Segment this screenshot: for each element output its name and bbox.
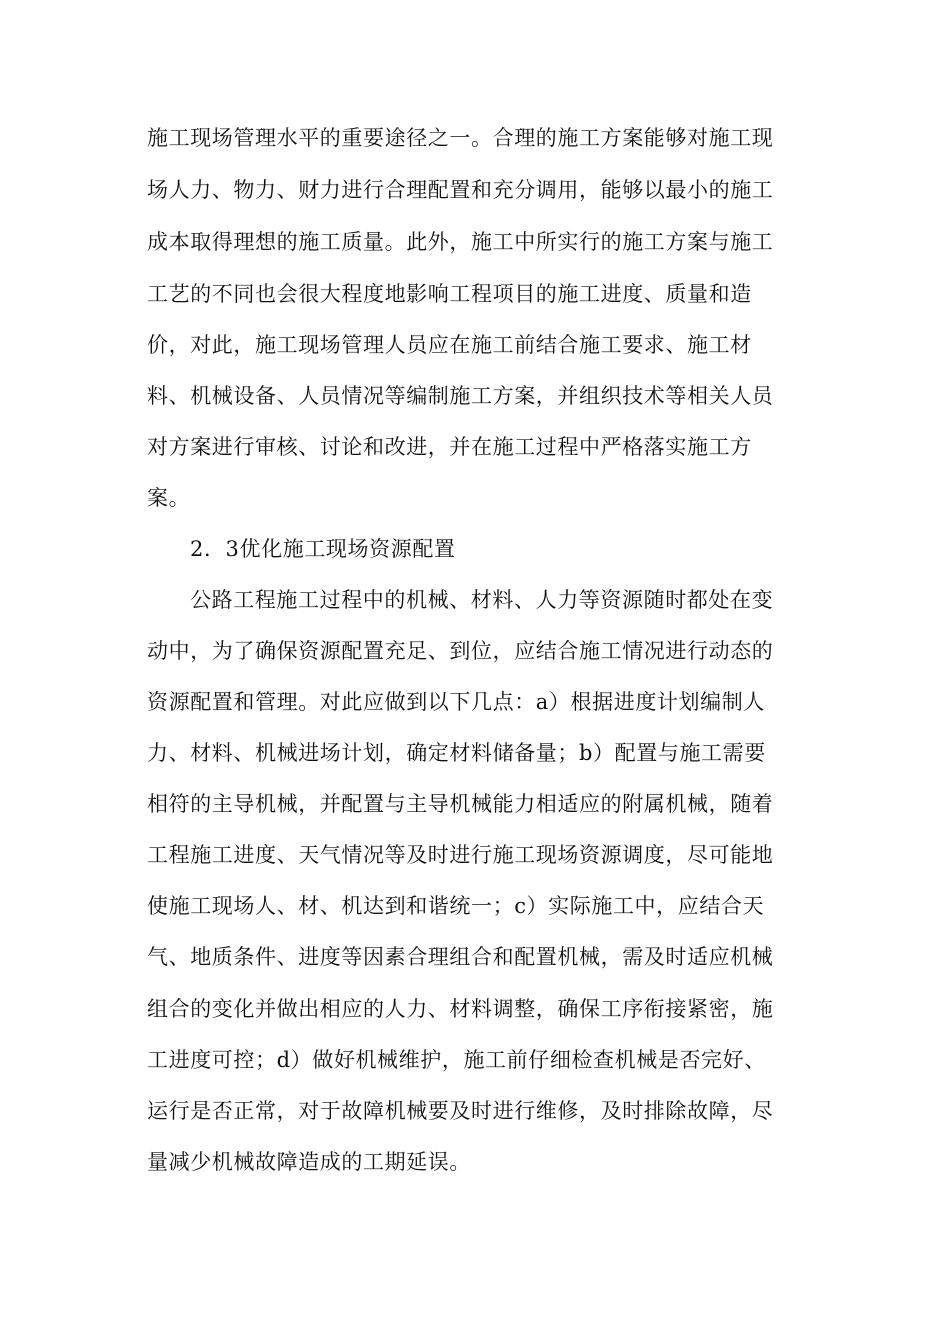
paragraph-1-line-4: 工艺的不同也会很大程度地影响工程项目的施工进度、质量和造	[147, 282, 752, 306]
paragraph-1-line-8: 案。	[147, 486, 191, 510]
paragraph-2-line-7: 使施工现场人、材、机达到和谐统一；c）实际施工中，应结合天	[147, 894, 765, 918]
paragraph-1-line-7: 对方案进行审核、讨论和改进，并在施工过程中严格落实施工方	[147, 435, 752, 459]
paragraph-1-line-1: 施工现场管理水平的重要途径之一。合理的施工方案能够对施工现	[147, 126, 774, 150]
paragraph-2-line-10: 工进度可控；d）做好机械维护，施工前仔细检查机械是否完好、	[147, 1048, 766, 1072]
paragraph-1-line-5: 价，对此，施工现场管理人员应在施工前结合施工要求、施工材	[147, 333, 752, 357]
paragraph-1-line-3: 成本取得理想的施工质量。此外，施工中所实行的施工方案与施工	[147, 230, 774, 254]
paragraph-2-line-3: 资源配置和管理。对此应做到以下几点：a）根据进度计划编制人	[147, 690, 765, 714]
paragraph-2-line-9: 组合的变化并做出相应的人力、材料调整，确保工序衔接紧密，施	[147, 997, 774, 1021]
paragraph-2-line-12: 量减少机械故障造成的工期延误。	[147, 1150, 471, 1174]
paragraph-2-line-1: 公路工程施工过程中的机械、材料、人力等资源随时都处在变	[190, 588, 774, 612]
paragraph-2-line-8: 气、地质条件、进度等因素合理组合和配置机械，需及时适应机械	[147, 945, 774, 969]
paragraph-2-line-6: 工程施工进度、天气情况等及时进行施工现场资源调度，尽可能地	[147, 843, 774, 867]
paragraph-2-line-5: 相符的主导机械，并配置与主导机械能力相适应的附属机械，随着	[147, 792, 774, 816]
section-heading: 2．3优化施工现场资源配置	[190, 537, 456, 561]
paragraph-2-line-2: 动中，为了确保资源配置充足、到位，应结合施工情况进行动态的	[147, 639, 774, 663]
paragraph-2-line-11: 运行是否正常，对于故障机械要及时进行维修，及时排除故障，尽	[147, 1099, 774, 1123]
paragraph-2-line-4: 力、材料、机械进场计划，确定材料储备量；b）配置与施工需要	[147, 741, 766, 765]
paragraph-1-line-2: 场人力、物力、财力进行合理配置和充分调用，能够以最小的施工	[147, 178, 774, 202]
paragraph-1-line-6: 料、机械设备、人员情况等编制施工方案，并组织技术等相关人员	[147, 384, 774, 408]
